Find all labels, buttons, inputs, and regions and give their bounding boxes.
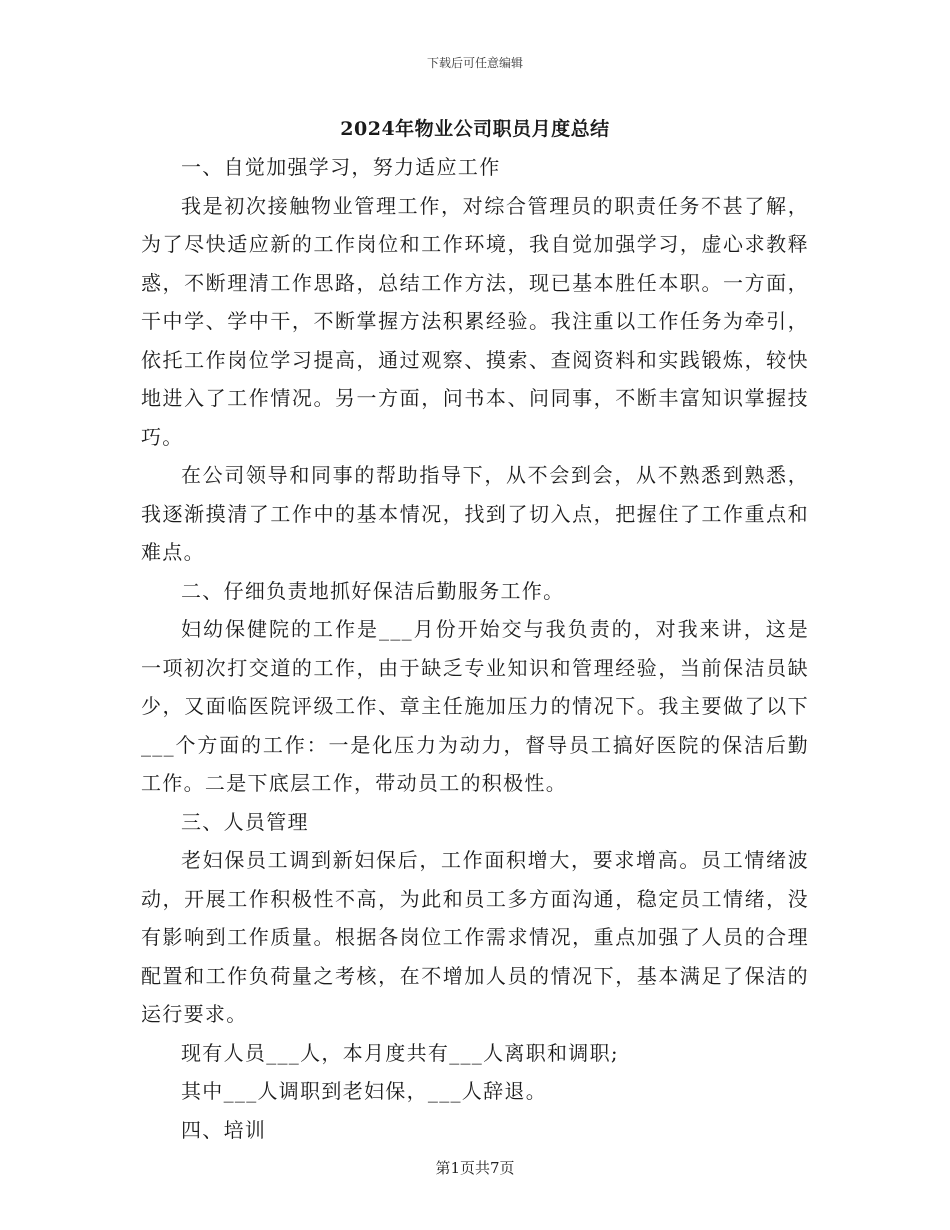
header-note: 下载后可任意编辑 [426, 56, 523, 70]
section-heading: 二、仔细负责地抓好保洁后勤服务工作。 [181, 578, 565, 603]
section-heading: 三、人员管理 [181, 809, 309, 834]
body-paragraph: 老妇保员工调到新妇保后，工作面积增大，要求增高。员工情绪波动，开展工作积极性不高，为此和员工多方面沟通，稳定员工情绪，没有影响到工作质量。根据各岗位工作需求情况，重点加强了人员的合理配置和工作负荷量之考核，在不增加人员的情况下，基本满足了保洁的运行要求。 [141, 848, 809, 1026]
section-heading: 四、培训 [181, 1117, 267, 1142]
body-paragraph: 现有人员___人，本月度共有___人离职和调职; [181, 1040, 619, 1065]
body-paragraph: 我是初次接触物业管理工作，对综合管理员的职责任务不甚了解，为了尽快适应新的工作岗位和工作环境，我自觉加强学习，虚心求教释惑，不断理清工作思路，总结工作方法，现已基本胜任本职。一方面，干中学、学中干，不断掌握方法积累经验。我注重以工作任务为牵引，依托工作岗位学习提高，通过观察、摸索、查阅资料和实践锻炼，较快地进入了工作情况。另一方面，问书本、问同事，不断丰富知识掌握技巧。 [141, 193, 809, 449]
body-paragraph: 妇幼保健院的工作是___月份开始交与我负责的，对我来讲，这是一项初次打交道的工作，由于缺乏专业知识和管理经验，当前保洁员缺少，又面临医院评级工作、章主任施加压力的情况下。我主要做了以下___个方面的工作：一是化压力为动力，督导员工搞好医院的保洁后勤工作。二是下底层工作，带动员工的积极性。 [141, 617, 809, 795]
body-paragraph: 其中___人调职到老妇保，___人辞退。 [181, 1079, 547, 1103]
section-heading: 一、自觉加强学习，努力适应工作 [181, 155, 501, 179]
body-paragraph: 在公司领导和同事的帮助指导下，从不会到会，从不熟悉到熟悉，我逐渐摸清了工作中的基本情况，找到了切入点，把握住了工作重点和难点。 [141, 463, 809, 564]
document-body [141, 148, 809, 1149]
page-number-footer: 第1页共7页 [435, 1159, 515, 1177]
document-title: 2024年物业公司职员月度总结 [340, 118, 610, 140]
